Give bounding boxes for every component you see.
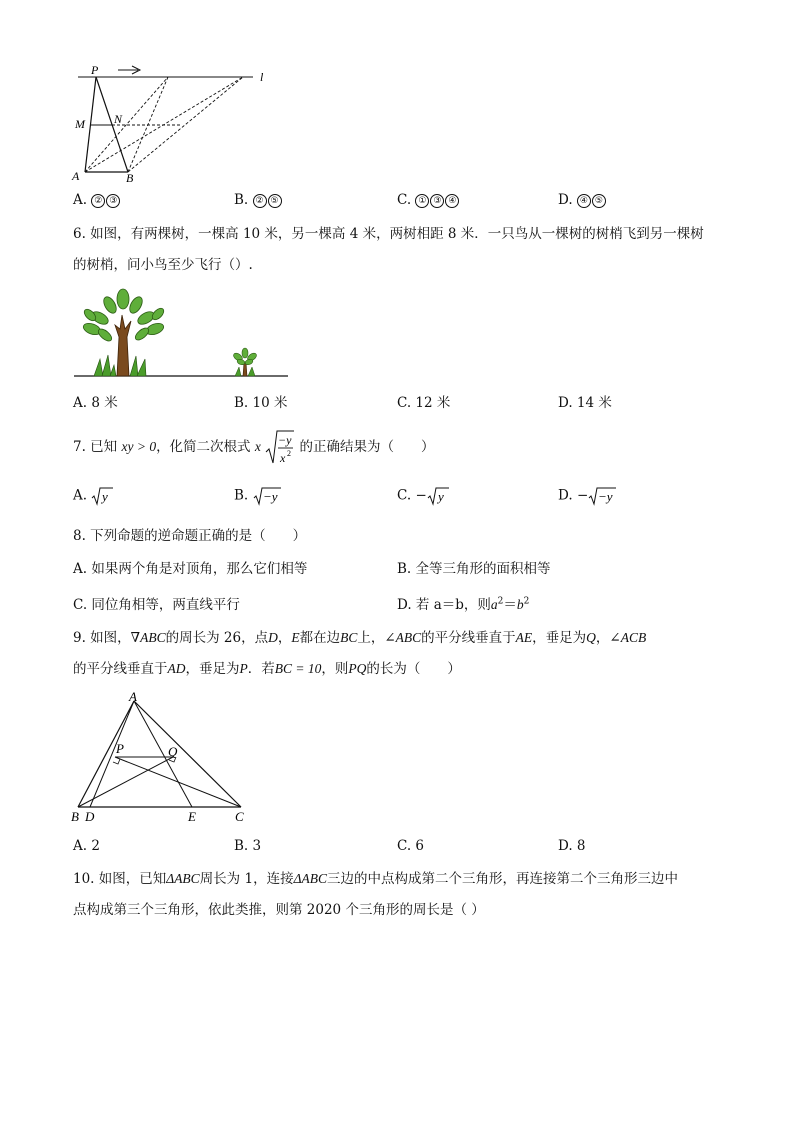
q7-condition: xy > 0 (121, 439, 157, 454)
q5-figure (68, 62, 283, 187)
q8-option-d[interactable]: D. 若 a＝b，则$a^2=b^2$ (397, 596, 530, 613)
q7-denominator: x (280, 450, 286, 465)
radical-neg-y (253, 486, 283, 506)
circle-number: ⑤ (268, 194, 282, 208)
circle-number: ③ (430, 194, 444, 208)
q6-option-d[interactable]: D. 14 米 (558, 395, 612, 411)
circle-number: ② (91, 194, 105, 208)
q7-expr-x: x (254, 439, 261, 454)
circle-number: ④ (445, 194, 459, 208)
label-l: l (260, 70, 264, 84)
q6-tree-figure (70, 285, 295, 385)
radical-y (91, 486, 115, 506)
q10-stem-line1: 10. 如图，已知ΔABC周长为 1，连接ΔABC三边的中点构成第二个三角形，再连接第二个三角形三边中 (73, 871, 678, 887)
dashed-b1 (128, 77, 168, 172)
q7-option-a[interactable]: A. y (73, 486, 115, 506)
q6-option-c[interactable]: C. 12 米 (397, 395, 451, 411)
q10-stem-line2: 点构成第三个三角形，依此类推，则第 2020 个三角形的周长是（ ） (73, 902, 485, 918)
circle-number: ③ (106, 194, 120, 208)
dashed-b2 (128, 77, 243, 172)
q6-option-b[interactable]: B. 10 米 (234, 395, 288, 411)
tall-tree-trunk (115, 315, 131, 376)
radical-neg-y (588, 486, 618, 506)
segment-AE (134, 701, 192, 807)
svg-text:y: y (102, 489, 109, 504)
circle-number: ⑤ (592, 194, 606, 208)
label-P: P (116, 741, 124, 756)
q7-stem: 7. 已知 xy > 0，化简二次根式 x −y x 2 的正确结果为（ ） (73, 427, 434, 467)
q9-option-a[interactable]: A. 2 (73, 838, 100, 854)
label-A: A (72, 169, 80, 183)
q9-stem-line1: 9. 如图，∇ABC的周长为 26，点D，E都在边BC上，∠ABC的平分线垂直于AE，垂足为Q，∠ACB (73, 630, 647, 646)
q9-option-d[interactable]: D. 8 (558, 838, 586, 854)
q7-denominator-exp: 2 (287, 448, 292, 458)
label-D: D (85, 809, 95, 824)
svg-text:−y: −y (598, 489, 613, 504)
label-N: N (114, 112, 123, 126)
q5-option-c[interactable]: C. ① ③ ④ (397, 192, 460, 208)
right-angle-P (113, 759, 120, 764)
label-Q: Q (168, 744, 178, 759)
label-P: P (91, 63, 99, 77)
circle-number: ① (415, 194, 429, 208)
label-B: B (71, 809, 79, 824)
q8-option-c[interactable]: C. 同位角相等，两直线平行 (73, 597, 240, 613)
bisector-BQ (78, 757, 173, 807)
label-B: B (126, 171, 134, 185)
q7-numerator: −y (278, 432, 292, 447)
q6-option-a[interactable]: A. 8 米 (73, 395, 118, 411)
q5-option-d[interactable]: D. ④ ⑤ (558, 192, 607, 208)
q5-option-a[interactable]: A. ② ③ (73, 192, 121, 208)
q9-triangle-figure (68, 690, 258, 825)
label-M: M (75, 117, 85, 131)
circle-number: ② (253, 194, 267, 208)
q8-stem: 8. 下列命题的逆命题正确的是（ ） (73, 528, 307, 544)
q7-option-d[interactable]: D. − −y (558, 486, 618, 506)
circle-number: ④ (577, 194, 591, 208)
side-AB (78, 701, 134, 807)
q8-option-a[interactable]: A. 如果两个角是对顶角，那么它们相等 (73, 561, 308, 577)
label-E: E (188, 809, 196, 824)
q7-option-c[interactable]: C. − y (397, 486, 451, 506)
q6-stem-line2: 的树梢，问小鸟至少飞行（）. (73, 257, 253, 273)
q9-option-c[interactable]: C. 6 (397, 838, 425, 854)
q9-stem-line2: 的平分线垂直于AD，垂足为P．若BC = 10，则PQ的长为（ ） (73, 661, 461, 677)
q7-radical-fraction (265, 428, 295, 468)
side-AC (134, 701, 241, 807)
segment-AD (90, 701, 134, 807)
radical-y (427, 486, 451, 506)
label-A: A (129, 690, 137, 704)
q6-stem-line1: 6. 如图，有两棵树，一棵高 10 米，另一棵高 4 米，两树相距 8 米．一只鸟从一棵树的树梢飞到另一棵树 (73, 226, 704, 242)
bisector-CP (115, 757, 241, 807)
label-C: C (235, 809, 244, 824)
q5-option-b[interactable]: B. ② ⑤ (234, 192, 283, 208)
q8-option-b[interactable]: B. 全等三角形的面积相等 (397, 561, 551, 577)
q9-option-b[interactable]: B. 3 (234, 838, 262, 854)
q7-option-b[interactable]: B. −y (234, 486, 283, 506)
short-tree-leaves (232, 348, 258, 366)
svg-text:y: y (437, 489, 444, 504)
svg-text:−y: −y (262, 489, 278, 504)
